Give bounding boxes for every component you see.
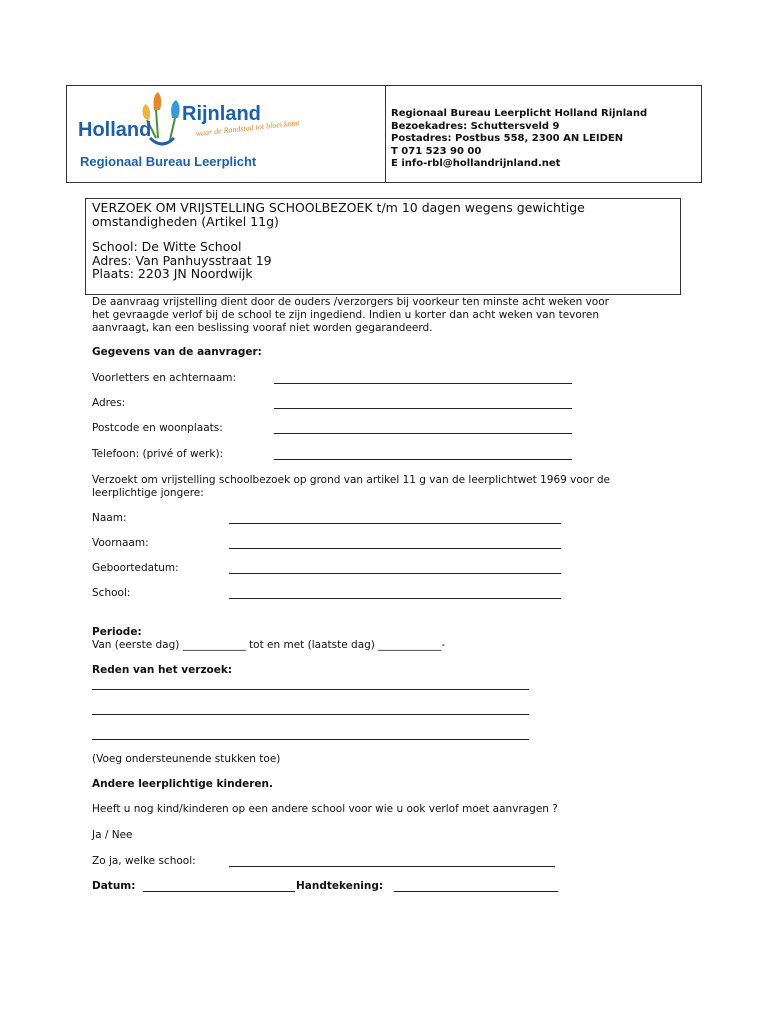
tulip-icon	[154, 92, 162, 138]
student-lastname-field[interactable]	[229, 513, 561, 524]
reason-line-2[interactable]	[92, 704, 529, 715]
signature-label: Handtekening:	[296, 880, 384, 892]
reason-line-3[interactable]	[92, 729, 529, 740]
phone-number: T 071 523 90 00	[391, 145, 482, 157]
applicant-postcode-field[interactable]	[274, 423, 572, 434]
period-line[interactable]: Van (eerste dag) ____________ tot en met (laatste dag) ____________-	[92, 639, 446, 651]
student-firstname-field[interactable]	[229, 538, 561, 549]
logo-tagline: waar de Randstad tot bloei komt	[195, 118, 300, 138]
tulip-icon	[170, 100, 180, 140]
intro-line1: De aanvraag vrijstelling dient door de ouders /verzorgers bij voorkeur ten minste acht weken voor	[92, 296, 609, 308]
student-birthdate-field[interactable]	[229, 563, 561, 574]
applicant-name-label: Voorletters en achternaam:	[92, 372, 237, 384]
which-school-label: Zo ja, welke school:	[92, 855, 196, 867]
reason-line-1[interactable]	[92, 679, 529, 690]
other-children-question: Heeft u nog kind/kinderen op een andere school voor wie u ook verlof moet aanvragen ?	[92, 803, 558, 815]
student-firstname-label: Voornaam:	[92, 537, 149, 549]
school-place: Plaats: 2203 JN Noordwijk	[92, 266, 253, 281]
school-info	[92, 240, 272, 281]
student-school-label: School:	[92, 587, 131, 599]
logo-word-rijnland: Rijnland	[182, 103, 261, 125]
intro-line3: aanvraagt, kan een beslissing vooraf niet worden gegarandeerd.	[92, 322, 433, 334]
basis-line1: Verzoekt om vrijstelling schoolbezoek op grond van artikel 11 g van de leerplichtwet 1969 voor de	[92, 474, 611, 486]
applicant-heading: Gegevens van de aanvrager:	[92, 346, 262, 358]
which-school-field[interactable]	[229, 856, 555, 867]
school-name: School: De Witte School	[92, 239, 242, 254]
org-name: Regionaal Bureau Leerplicht Holland Rijnland	[391, 108, 648, 119]
school-address: Adres: Van Panhuysstraat 19	[92, 252, 272, 268]
student-birthdate-label: Geboortedatum:	[92, 562, 179, 574]
basis-line2: leerplichtige jongere:	[92, 487, 204, 499]
date-label: Datum:	[92, 880, 136, 892]
intro-line2: het gevraagde verlof bij de school te zijn ingediend. Indien u korter dan acht weken van tevoren	[92, 309, 600, 321]
email-address: E info-rbl@hollandrijnland.net	[391, 158, 561, 169]
applicant-postcode-label: Postcode en woonplaats:	[92, 422, 223, 434]
signature-field[interactable]	[394, 881, 558, 892]
period-heading: Periode:	[92, 626, 142, 638]
applicant-phone-field[interactable]	[274, 449, 572, 460]
logo-word-holland: Holland	[78, 119, 152, 141]
postal-address: Postadres: Postbus 558, 2300 AN LEIDEN	[391, 133, 624, 144]
request-title	[92, 201, 585, 228]
visit-address: Bezoekadres: Schuttersveld 9	[391, 120, 560, 132]
other-children-heading: Andere leerplichtige kinderen.	[92, 778, 273, 790]
applicant-address-label: Adres:	[92, 397, 126, 409]
date-field[interactable]	[143, 881, 295, 892]
applicant-phone-label: Telefoon: (privé of werk):	[92, 448, 224, 460]
reason-note: (Voeg ondersteunende stukken toe)	[92, 753, 281, 765]
applicant-name-field[interactable]	[274, 373, 572, 384]
reason-heading: Reden van het verzoek:	[92, 664, 233, 676]
holland-rijnland-logo	[70, 88, 370, 180]
student-lastname-label: Naam:	[92, 512, 127, 524]
contact-block	[391, 108, 647, 171]
student-school-field[interactable]	[229, 588, 561, 599]
yes-no-options[interactable]: Ja / Nee	[92, 829, 133, 841]
request-title-line1: VERZOEK OM VRIJSTELLING SCHOOLBEZOEK t/m 10 dagen wegens gewichtige	[92, 200, 585, 215]
request-title-line2: omstandigheden (Artikel 11g)	[92, 213, 279, 229]
logo-subtitle: Regionaal Bureau Leerplicht	[80, 154, 257, 169]
letterhead-divider	[385, 85, 386, 183]
applicant-address-field[interactable]	[274, 398, 572, 409]
